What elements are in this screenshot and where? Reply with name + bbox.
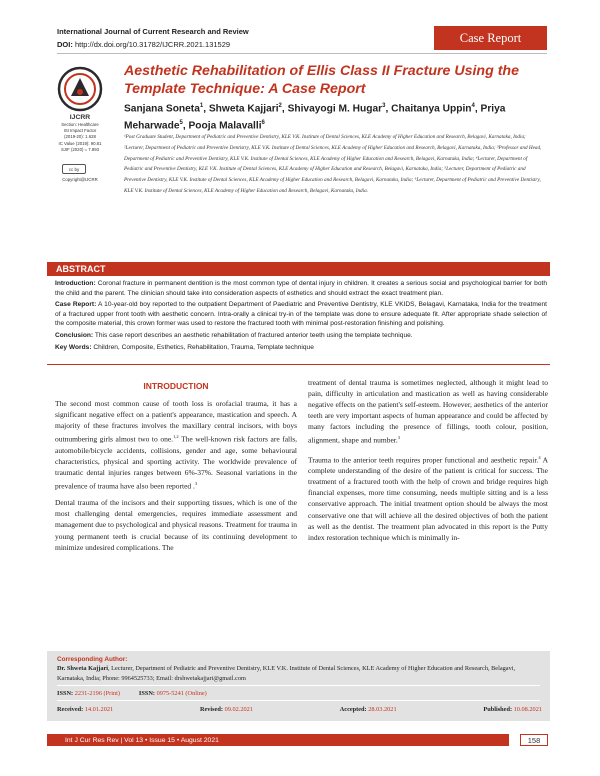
abstract-introduction-text: Coronal fracture in permanent dentition is the most common type of dental injury in children. It creates a serious social and psychological barrier for both the child and the parent. The clinician should take into consideration aspects of esthetics and should extract the exact treatment plan. (55, 280, 547, 297)
citation-ref[interactable]: 1,2 (173, 434, 179, 440)
body-text: treatment of dental trauma is sometimes neglected, although it might lead to pain, difficulty in articulation and mastication as well as having considerable negative effects on the patient's self-esteem. However, aesthetics of the anterior teeth are very important aspects of human appearance and could be affected by many factors including the presence of fillings, tooth colour, position, alignment, shape and number. (308, 378, 548, 445)
doi-label: DOI: (57, 40, 73, 49)
footer-citation: Int J Cur Res Rev | Vol 13 • Issue 15 • August 2021 (47, 734, 509, 746)
impact-factor-value: (2019-20): 1.628 (64, 134, 96, 140)
issn-print-label: ISSN: (57, 690, 74, 697)
abstract-case-label: Case Report: (55, 301, 97, 309)
abstract-keywords (55, 343, 547, 353)
introduction-heading: INTRODUCTION (143, 381, 209, 391)
author-name: Sanjana Soneta (124, 103, 200, 115)
journal-metrics (50, 114, 110, 153)
author-affiliation-ref: 1 (199, 103, 204, 109)
body-paragraph (308, 452, 548, 543)
revised-label: Revised: (199, 706, 224, 713)
body-paragraph (55, 497, 297, 552)
author-name: Shivayogi M. Hugar (287, 103, 383, 115)
author-affiliation-ref: 5 (179, 120, 183, 127)
author-name: Chaitanya Uppin (391, 103, 472, 115)
issn-online-label: ISSN: (138, 690, 155, 697)
keywords-label: Key Words: (55, 343, 92, 351)
article-type-badge: Case Report (434, 26, 547, 50)
affiliations: ¹Post Graduate Student, Department of Pediatric and Preventive Dentistry, KLE V.K. Institute of Dental Sciences, KLE Academy of Higher Education and Research, Belagavi, Karnataka, India; ²Lecturer, Department of Pediatric and Preventive Dentistry, KLE V.K. Institute of Dental Sciences, KLE Academy of Higher Education and Research, Belagavi, Karnataka, India; ³Professor and Head, Department of Pediatric and Preventive Dentistry, KLE V.K. Institute of Dental Sciences, KLE Academy of Higher Education and Research, Belagavi, Karnataka, India; ⁴Lecturer, Department of Pediatric and Preventive Dentistry, KLE V.K. Institute of Dental Sciences, KLE Academy of Higher Education and Research, Belagavi, Karnataka, India; ⁵Lecturer, Department of Pediatric and Preventive Dentistry, KLE V.K. Institute of Dental Sciences, KLE Academy of Higher Education and Research, Belagavi, Karnataka, India; ⁶Lecturer, Department of Pediatric and Preventive Dentistry, KLE V.K. Institute of Dental Sciences, KLE Academy of Higher Education and Research, Belagavi, Karnataka, India. (124, 134, 542, 194)
dates-row (57, 706, 542, 713)
abstract-rule (47, 364, 550, 365)
received-value: 14.01.2021 (84, 706, 114, 713)
accepted-value: 28.03.2021 (368, 706, 397, 713)
doi-link[interactable]: http://dx.doi.org/10.31782/IJCRR.2021.131529 (74, 40, 231, 49)
issn-online: 0975-5241 (Online) (156, 690, 207, 697)
info-divider (57, 685, 540, 686)
revised-value: 09.02.2021 (224, 706, 253, 713)
published-value: 10.08.2021 (513, 706, 542, 713)
abstract-case-report (55, 300, 547, 329)
corresponding-author-label: Corresponding Author: (57, 656, 128, 663)
author-name: Shweta Kajjari (208, 103, 279, 115)
abstract-case-text: A 10-year-old boy reported to the outpatient Department of Paediatric and Preventive Dentistry, KLE VKIDS, Belagavi, Karnataka, India for the treatment of a fractured upper front tooth with aesthetic concern. Intra-orally a clinical try-in of the template was done to ensure adequate fit. After appropriate shade selection of the composite material, this crown former was used to restore the fractured tooth with minimal post-restoration finishing and polishing. (55, 301, 547, 328)
received-label: Received: (57, 706, 84, 713)
body-text: The second most common cause of tooth loss is orofacial trauma, it has a significant negative effect on a patient's appearance, mastication and speech. A majority of these fractures involves the maxillary central incisors, with boys outnumbering girls almost two to one. (55, 399, 297, 444)
doi-line[interactable] (57, 40, 230, 49)
journal-logo (57, 66, 103, 112)
copyright-text: Copyright@IJCRR (62, 177, 98, 182)
accepted-label: Accepted: (339, 706, 367, 713)
accepted-date (340, 706, 397, 713)
journal-section: Section: Healthcare (61, 122, 99, 127)
author-name: Pooja Malavalli (188, 120, 262, 132)
header-rule (57, 53, 547, 54)
author-name: Priya Meharwade (124, 103, 506, 132)
body-column-left (55, 398, 297, 559)
abstract-heading: ABSTRACT (47, 262, 550, 276)
body-text: A complete understanding of the desire of the patient is critical for success. The treatment of a fractured tooth with the help of crown and bridge requires high financial expenses, more time consuming, needs multiple sitting and is a less conservative approach. The initial treatment option should be always the most conservative one that will achieve all the desired objectives of both the patient as well as the dentist. The treatment plan advocated in this report is the Putty index restoration technique which is minimally in- (308, 455, 548, 542)
body-column-right (308, 377, 548, 549)
body-text: The well-known risk factors are falls, automobile/bicycle accidents, collisions, gender and age, some behavioural characteristics, physical and sporting activity. The worldwide prevalence of traumatic dental injuries ranges between 6%-37%. Seasonal variations in the prevalence of trauma have also been reported . (55, 434, 297, 491)
body-paragraph (55, 398, 297, 491)
author-affiliation-ref: 3 (382, 103, 386, 109)
journal-name: International Journal of Current Research and Review (57, 27, 249, 36)
ic-value: IC Value (2019): 90.81 (58, 140, 102, 146)
body-text: Dental trauma of the incisors and their supporting tissues, which is one of the most challenging dental emergencies, requires immediate assessment and management due to psychological and physical reasons. Treatment for trauma in young permanent teeth is crucial because of its continuing development to minimize undesired complications. The (55, 498, 297, 552)
issn-print: 2231-2196 (Print) (74, 690, 120, 697)
author-affiliation-ref: 6 (261, 120, 265, 127)
received-date (57, 706, 113, 713)
info-divider (57, 700, 540, 701)
revised-date (200, 706, 253, 713)
cc-license-badge[interactable]: cc by (62, 164, 86, 174)
corresponding-author-details (57, 664, 537, 684)
sjif-value: SJIF (2020) = 7.893 (60, 146, 100, 152)
author-list: Sanjana Soneta$^1$, Shweta Kajjari$^2$, Shivayogi M. Hugar$^3$, Chaitanya Uppin$^4$, Priya Meharwade$^5$, Pooja Malavalli$^6$ (124, 103, 506, 132)
abstract-introduction-label: Introduction: (55, 280, 96, 287)
body-text: Trauma to the anterior teeth requires proper functional and aesthetic repair. (308, 455, 539, 465)
issn-row (57, 690, 207, 697)
page-number: 158 (520, 734, 548, 746)
author-affiliation-ref: 2 (278, 103, 282, 109)
citation-ref[interactable]: 4 (538, 454, 541, 460)
abstract-conclusion-text: This case report describes an aesthetic rehabilitation of fractured anterior teeth using the template technique. (94, 331, 413, 339)
article-title: Aesthetic Rehabilitation of Ellis Class II Fracture Using the Template Technique: A Case Report (124, 63, 519, 97)
corresponding-author-info: , Lecturer, Department of Pediatric and Preventive Dentistry, KLE V.K. Institute of Dental Sciences, KLE Academy of Higher Education and Research, Belagavi, Karnataka, India; Phone: 9964525733; Email: drshwetakajjari@gmail.com (57, 665, 516, 682)
published-label: Published: (483, 706, 513, 713)
keywords-text: Children, Composite, Esthetics, Rehabilitation, Trauma, Template technique (93, 343, 314, 351)
abstract-introduction (55, 279, 547, 298)
impact-factor-label: ISI Impact Factor (63, 128, 97, 134)
journal-acronym: IJCRR (69, 114, 91, 121)
abstract-body (55, 279, 547, 354)
author-affiliation-ref: 4 (471, 103, 475, 109)
citation-ref[interactable]: 3 (397, 435, 401, 441)
abstract-conclusion-label: Conclusion: (55, 331, 94, 339)
logo-dot (77, 89, 83, 95)
body-paragraph (308, 377, 548, 446)
published-date (483, 706, 542, 713)
abstract-conclusion (55, 331, 547, 341)
corresponding-author-name: Dr. Shweta Kajjari (57, 665, 109, 672)
citation-ref[interactable]: 3 (194, 480, 198, 486)
